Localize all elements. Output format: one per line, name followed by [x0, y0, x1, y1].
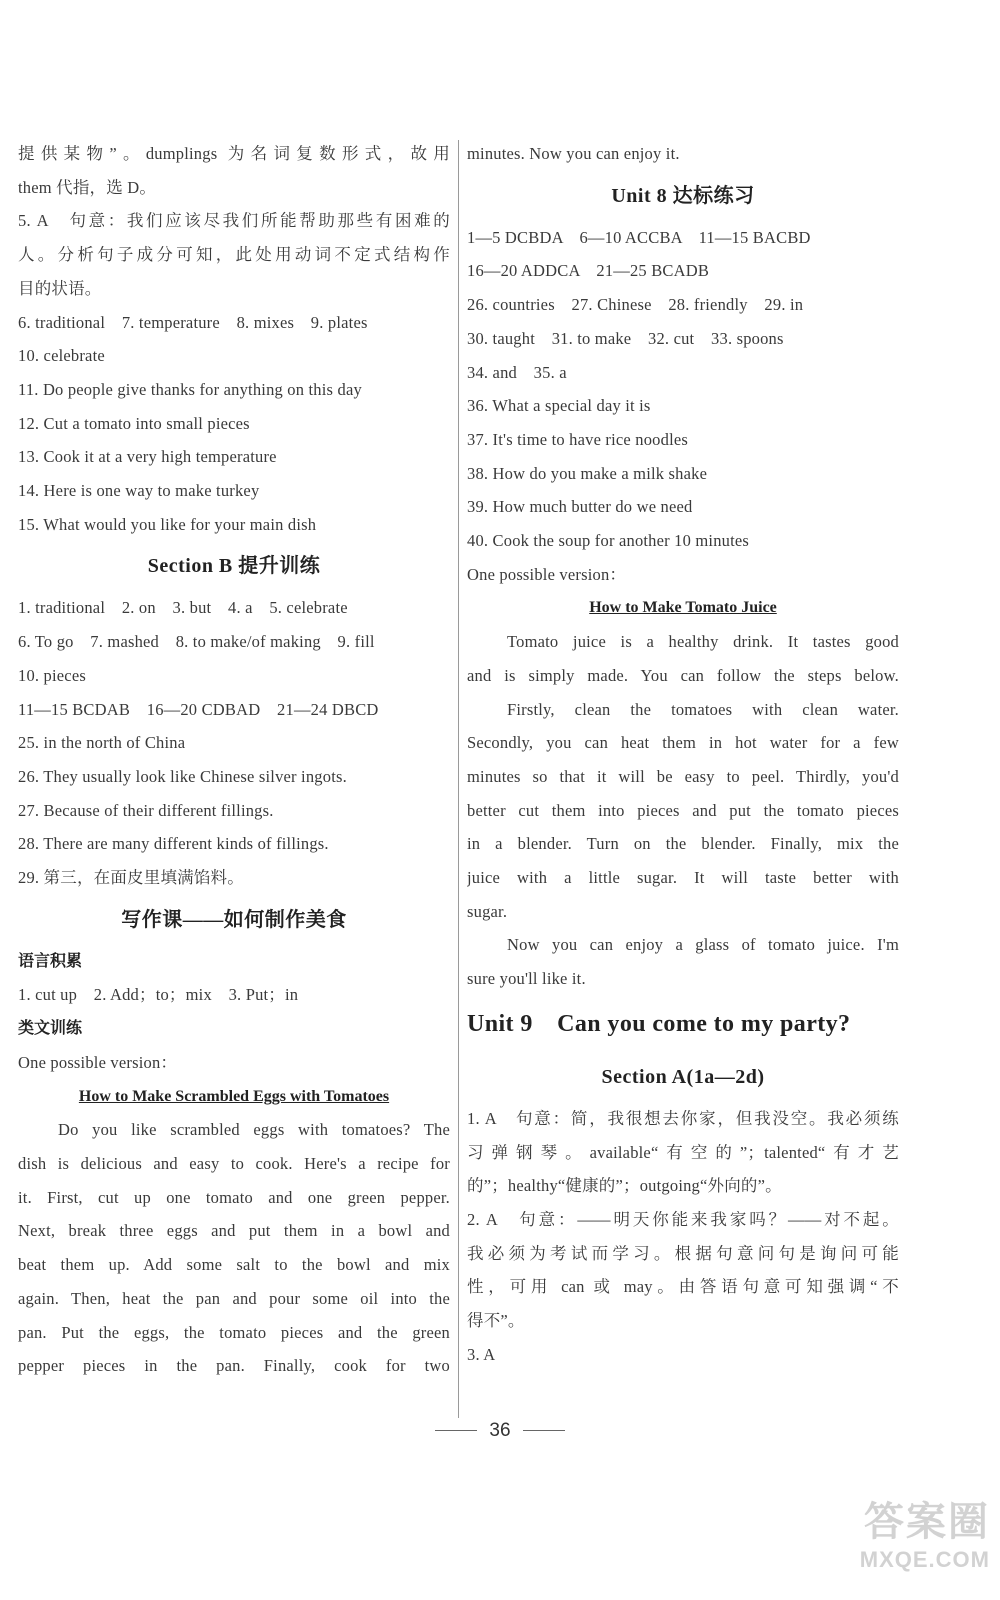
left-column — [18, 137, 450, 1383]
language-accumulation-label: 语言积累 — [18, 952, 83, 970]
answer-item: 1. traditional 2. on 3. but 4. a 5. celebrate — [18, 598, 348, 618]
watermark-url: MXQE.COM — [859, 1547, 990, 1572]
answer-item: 26. countries 27. Chinese 28. friendly 29. in — [467, 295, 804, 315]
article-line: pan. Put the eggs, the tomato pieces and the green — [18, 1322, 450, 1342]
article-line: minutes so that it will be easy to peel. Thirdly, you'd — [467, 766, 899, 786]
page-number-dash-right — [523, 1430, 565, 1431]
answer-item: 29. 第三，在面皮里填满馅料。 — [18, 868, 244, 888]
text-line: 人。分析句子成分可知，此处用动词不定式结构作 — [18, 245, 450, 265]
answer-item: 36. What a special day it is — [467, 396, 651, 416]
unit8-heading: Unit 8 达标练习 — [611, 184, 755, 207]
article-line: juice with a little sugar. It will taste better with — [467, 868, 899, 888]
article-line: better cut them into pieces and put the tomato pieces — [467, 800, 899, 820]
text-line: 性，可用 can 或 may。由答语句意可知强调“不 — [467, 1277, 899, 1297]
article-line: beat them up. Add some salt to the bowl and mix — [18, 1255, 450, 1275]
text-line: 习弹钢琴。available“有空的”；talented“有才艺 — [467, 1142, 899, 1162]
answer-item: 40. Cook the soup for another 10 minutes — [467, 531, 750, 551]
section-a-heading: Section A(1a—2d) — [601, 1065, 765, 1088]
type-training-label: 类文训练 — [18, 1020, 83, 1038]
column-divider — [458, 140, 459, 1418]
page-number-dash-left — [435, 1430, 477, 1431]
answer-item: 1—5 DCBDA 6—10 ACCBA 11—15 BACBD — [467, 227, 811, 247]
section-b-heading: Section B 提升训练 — [147, 555, 321, 578]
text-line: 提供某物”。dumplings 为名词复数形式，故用 — [18, 144, 450, 163]
answer-item: 10. celebrate — [18, 346, 105, 366]
answer-item: 14. Here is one way to make turkey — [18, 481, 260, 501]
answer-item: 37. It's time to have rice noodles — [467, 429, 689, 449]
answer-item: 25. in the north of China — [18, 733, 186, 753]
article-line: and is simply made. You can follow the steps below. — [467, 665, 899, 685]
answer-item: 3. A — [467, 1344, 496, 1364]
page-number-text: 36 — [489, 1420, 511, 1441]
answer-item: 38. How do you make a milk shake — [467, 463, 708, 483]
answer-item: 6. traditional 7. temperature 8. mixes 9. plates — [18, 312, 368, 332]
page-number — [0, 1420, 1000, 1442]
answer-item: 16—20 ADDCA 21—25 BCADB — [467, 261, 710, 281]
possible-version-label: One possible version： — [18, 1052, 178, 1072]
article-line: Do you like scrambled eggs with tomatoes? The — [58, 1120, 450, 1140]
answer-item: 13. Cook it at a very high temperature — [18, 447, 277, 467]
answer-item: 15. What would you like for your main dish — [18, 514, 317, 534]
answer-item: 30. taught 31. to make 32. cut 33. spoons — [467, 328, 784, 348]
article-title: How to Make Scrambled Eggs with Tomatoes — [78, 1087, 390, 1105]
answer-item: 11. Do people give thanks for anything on this day — [18, 379, 362, 399]
answer-item: 5. A 句意：我们应该尽我们所能帮助那些有困难的 — [18, 211, 450, 231]
answer-item: 28. There are many different kinds of fillings. — [18, 834, 329, 854]
article-line: minutes. Now you can enjoy it. — [467, 144, 680, 163]
answer-item: 2. A 句意：——明天你能来我家吗？——对不起。 — [467, 1209, 899, 1229]
answer-item: 1. A 句意：简，我很想去你家，但我没空。我必须练 — [467, 1108, 899, 1128]
unit9-title: Unit 9 Can you come to my party? — [467, 1010, 851, 1037]
text-line: them 代指，选 D。 — [18, 177, 157, 197]
article-line: Tomato juice is a healthy drink. It tastes good — [507, 632, 899, 652]
possible-version-label: One possible version： — [467, 564, 627, 584]
answer-item: 10. pieces — [18, 665, 86, 685]
writing-heading: 写作课——如何制作美食 — [121, 908, 347, 931]
article-line: it. First, cut up one tomato and one green pepper. — [18, 1187, 450, 1207]
answer-item: 1. cut up 2. Add；to；mix 3. Put；in — [18, 985, 299, 1005]
watermark-logo — [790, 1490, 990, 1590]
article-line: dish is delicious and easy to cook. Here's a recipe for — [18, 1153, 450, 1173]
article-line: Next, break three eggs and put them in a bowl and — [18, 1221, 450, 1241]
article-line: Secondly, you can heat them in hot water for a few — [467, 733, 899, 753]
text-line: 得不”。 — [467, 1311, 525, 1331]
watermark-text: 答案圈 — [864, 1500, 990, 1544]
text-line: 的”；healthy“健康的”；outgoing“外向的”。 — [467, 1176, 782, 1196]
article-line: pepper pieces in the pan. Finally, cook for two — [18, 1356, 450, 1376]
answer-item: 34. and 35. a — [467, 362, 567, 382]
article-line: sugar. — [467, 901, 508, 921]
article-line: Firstly, clean the tomatoes with clean water. — [507, 699, 899, 719]
answer-item: 6. To go 7. mashed 8. to make/of making 9. fill — [18, 632, 375, 652]
answer-item: 26. They usually look like Chinese silver ingots. — [18, 766, 347, 786]
article-line: sure you'll like it. — [467, 969, 586, 989]
article-line: Now you can enjoy a glass of tomato juice. I'm — [507, 935, 899, 955]
article-line: in a blender. Turn on the blender. Finally, mix the — [467, 834, 899, 854]
right-column — [467, 137, 899, 1372]
article-line: again. Then, heat the pan and pour some oil into the — [18, 1288, 450, 1308]
answer-item: 27. Because of their different fillings. — [18, 800, 274, 820]
article-title: How to Make Tomato Juice — [589, 599, 777, 617]
answer-item: 39. How much butter do we need — [467, 497, 693, 517]
answer-item: 11—15 BCDAB 16—20 CDBAD 21—24 DBCD — [18, 699, 379, 719]
text-line: 我必须为考试而学习。根据句意问句是询问可能 — [467, 1243, 899, 1263]
text-line: 目的状语。 — [18, 278, 102, 298]
answer-item: 12. Cut a tomato into small pieces — [18, 413, 250, 433]
